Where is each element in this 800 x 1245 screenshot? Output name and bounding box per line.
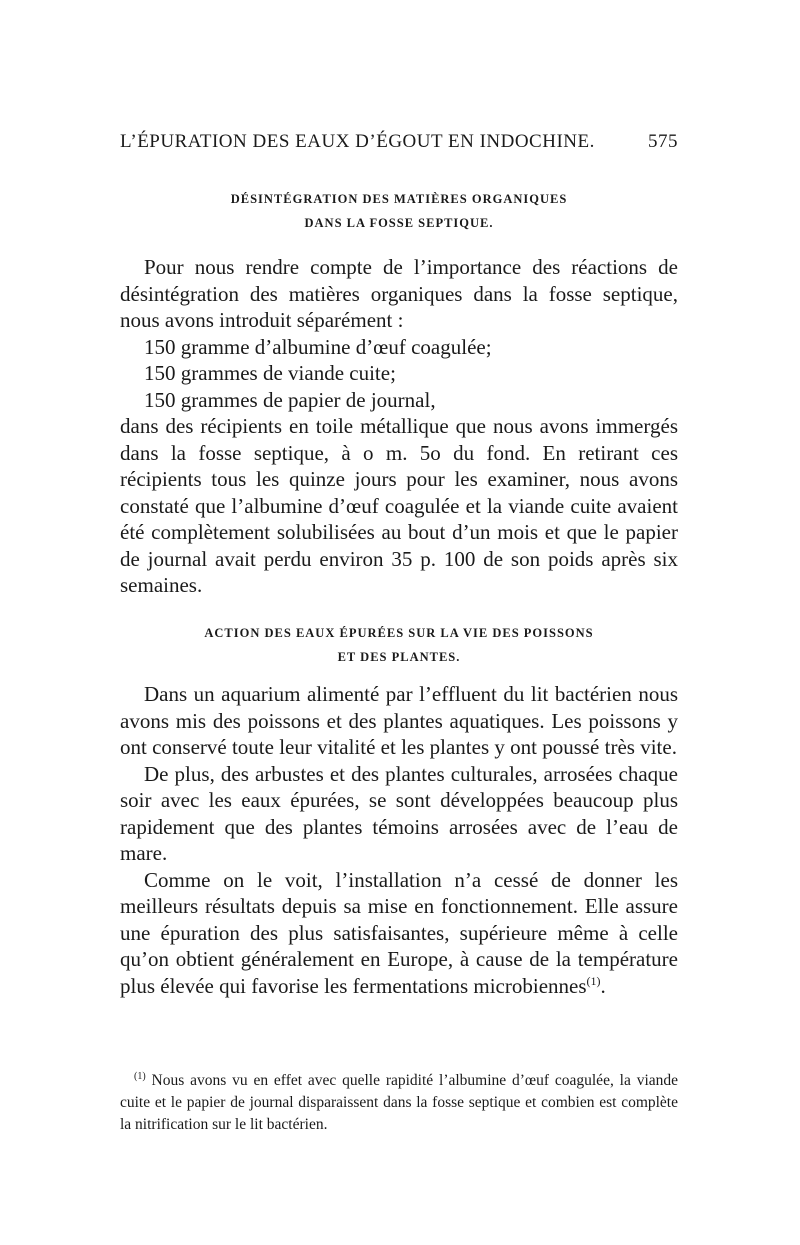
list-item: 150 grammes de papier de journal, bbox=[144, 387, 436, 412]
section-title-line: DANS LA FOSSE SEPTIQUE. bbox=[304, 216, 494, 230]
running-head bbox=[120, 131, 678, 153]
footnote-text: Nous avons vu en effet avec quelle rapidité l’albumine d’œuf coagulée, la viande cuite et le papier de journal disparaissent dans la fosse septique et combien est complète la nitrification sur le lit bactérien. bbox=[120, 1072, 679, 1133]
paragraph-aquarium: Dans un aquarium alimenté par l’effluent du lit bactérien nous avons mis des poissons et des plantes aquatiques. Les poissons y ont conservé toute leur vitalité et les plantes y ont poussé très vite. bbox=[120, 682, 678, 759]
running-head-title: L’ÉPURATION DES EAUX D’ÉGOUT EN INDOCHINE. bbox=[120, 131, 595, 152]
footnote-paragraph bbox=[120, 1070, 678, 1136]
paragraph-intro: Pour nous rendre compte de l’importance des réactions de désintégration des matières organiques dans la fosse septique, nous avons introduit séparément : bbox=[120, 255, 678, 332]
section-title-disintegration bbox=[120, 187, 678, 235]
paragraph-continuation: dans des récipients en toile métallique que nous avons immergés dans la fosse septique, à o m. 5o du fond. En retirant ces récipients tous les quinze jours pour les examiner, nous avons constaté que l’albumine d’œuf coagulée et la viande cuite avaient été complètement solubilisées au bout d’un mois et que le papier de journal avait perdu environ 35 p. 100 de son poids après six semaines. bbox=[120, 414, 678, 597]
section-body-disintegration bbox=[120, 254, 678, 599]
footnote-marker: (1) bbox=[134, 1070, 146, 1082]
section-body-action bbox=[120, 681, 678, 999]
section-title-line: ACTION DES EAUX ÉPURÉES SUR LA VIE DES POISSONS bbox=[204, 626, 594, 640]
footnote-reference[interactable]: (1) bbox=[586, 973, 601, 988]
list-item: 150 gramme d’albumine d’œuf coagulée; bbox=[144, 334, 492, 359]
paragraph-conclusion-end: . bbox=[600, 973, 606, 998]
list-item: 150 grammes de viande cuite; bbox=[144, 361, 396, 385]
paragraph-conclusion bbox=[120, 867, 678, 1000]
section-title-line: DÉSINTÉGRATION DES MATIÈRES ORGANIQUES bbox=[230, 192, 568, 206]
page-number: 575 bbox=[648, 131, 678, 152]
footnote bbox=[120, 1070, 678, 1136]
section-title-action bbox=[120, 621, 678, 669]
section-title-line: ET DES PLANTES. bbox=[337, 650, 461, 664]
paragraph-plants: De plus, des arbustes et des plantes culturales, arrosées chaque soir avec les eaux épurées, se sont développées beaucoup plus rapidement que des plantes témoins arrosées avec de l’eau de mare. bbox=[120, 761, 678, 865]
paragraph-conclusion-text: Comme on le voit, l’installation n’a cessé de donner les meilleurs résultats depuis sa mise en fonctionnement. Elle assure une épuration des plus satisfaisantes, supérieure même à celle qu’on obtient généralement en Europe, à cause de la température plus élevée qui favorise les fermentations microbiennes bbox=[120, 867, 678, 998]
